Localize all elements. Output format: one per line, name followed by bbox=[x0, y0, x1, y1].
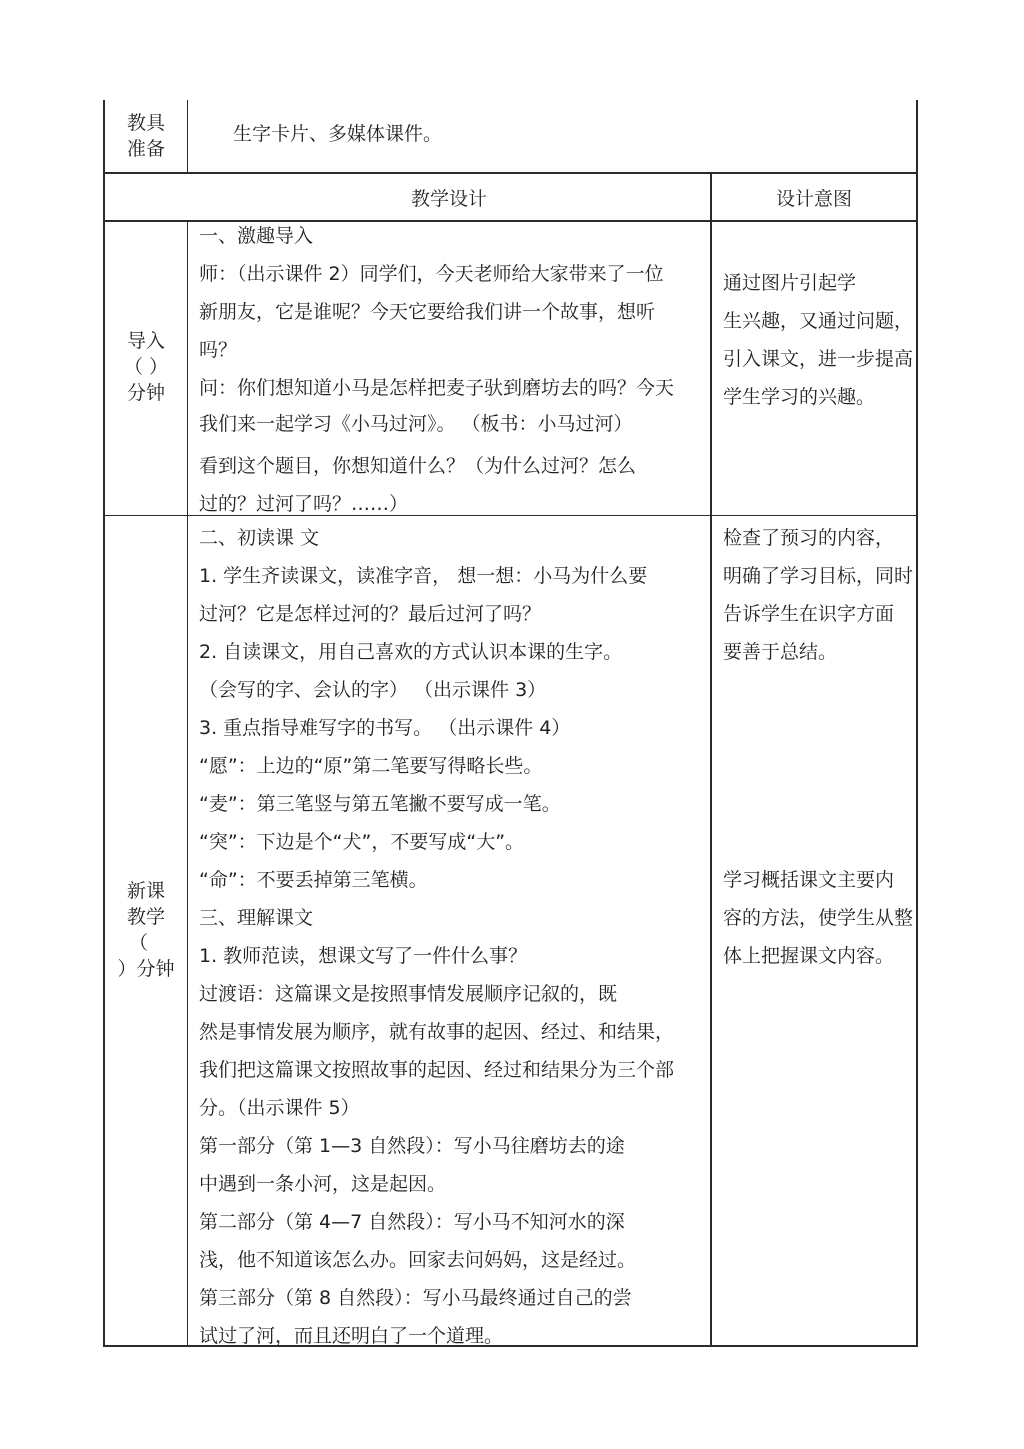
table-border-right bbox=[916, 100, 918, 1346]
newlesson-line: （会写的字、会认的字） （出示课件 3） bbox=[199, 679, 547, 701]
header-intent: 设计意图 bbox=[775, 187, 852, 210]
newlesson-line: 第二部分（第 4—7 自然段）：写小马不知河水的深 bbox=[199, 1211, 625, 1233]
intro-intent bbox=[723, 264, 913, 416]
newlesson-line: 中遇到一条小河，这是起因。 bbox=[199, 1173, 447, 1195]
newlesson-line: 第三部分（第 8 自然段）：写小马最终通过自己的尝 bbox=[199, 1287, 632, 1309]
prep-label bbox=[105, 110, 187, 162]
newlesson-line: “命”：不要丢掉第三笔横。 bbox=[199, 869, 428, 891]
label-column-divider bbox=[187, 100, 188, 172]
intro-line: 新朋友，它是谁呢？今天它要给我们讲一个故事，想听 bbox=[199, 301, 656, 323]
newlesson-line: 第一部分（第 1—3 自然段）：写小马往磨坊去的途 bbox=[199, 1135, 625, 1157]
newlesson-line: 二、初读课 文 bbox=[199, 527, 320, 549]
newlesson-intent-2 bbox=[723, 861, 913, 975]
newlesson-line: “麦”：第三笔竖与第五笔撇不要写成一笔。 bbox=[199, 793, 561, 815]
intro-label-line3: 分钟 bbox=[126, 382, 165, 404]
newlesson-line: 过河？它是怎样过河的？最后过河了吗？ bbox=[199, 603, 542, 625]
intro-line: 我们来一起学习《小马过河》。 （板书：小马过河） bbox=[199, 413, 633, 435]
intro-intent-line: 通过图片引起学 bbox=[723, 272, 857, 294]
newlesson-intent1-line: 告诉学生在识字方面 bbox=[723, 603, 895, 625]
newlesson-line: “突”：下边是个“犬”，不要写成“大”。 bbox=[199, 831, 525, 853]
newlesson-line: 三、理解课文 bbox=[199, 907, 314, 929]
intro-line: 过的？过河了吗？……） bbox=[199, 493, 409, 515]
newlesson-intent2-line: 容的方法，使学生从整 bbox=[723, 907, 914, 929]
intent-column-divider bbox=[710, 172, 712, 1346]
intro-intent-line: 生兴趣，又通过问题， bbox=[723, 310, 914, 332]
newlesson-line: 3. 重点指导难写字的书写。 （出示课件 4） bbox=[199, 717, 571, 739]
table-border-left bbox=[103, 100, 105, 1346]
intro-content bbox=[199, 217, 674, 523]
intro-intent-line: 引入课文，进一步提高 bbox=[723, 348, 914, 370]
newlesson-label-line4: ）分钟 bbox=[117, 958, 175, 980]
label-column-divider-lower bbox=[187, 221, 188, 1346]
newlesson-line: 我们把这篇课文按照故事的起因、经过和结果分为三个部 bbox=[199, 1059, 675, 1081]
prep-label-line1: 教具 bbox=[126, 112, 165, 134]
newlesson-intent1-line: 明确了学习目标，同时 bbox=[723, 565, 914, 587]
intro-label bbox=[105, 328, 187, 406]
newlesson-label-line1: 新课 bbox=[126, 880, 165, 902]
newlesson-intent2-line: 学习概括课文主要内 bbox=[723, 869, 895, 891]
newlesson-line: 1. 学生齐读课文，读准字音， 想一想：小马为什么要 bbox=[199, 565, 648, 587]
intro-line: 一、激趣导入 bbox=[199, 225, 314, 247]
intro-label-line1: 导入 bbox=[126, 330, 165, 352]
newlesson-intent2-line: 体上把握课文内容。 bbox=[723, 945, 895, 967]
newlesson-label-line2: 教学 bbox=[126, 906, 165, 928]
newlesson-line: 过渡语：这篇课文是按照事情发展顺序记叙的，既 bbox=[199, 983, 618, 1005]
newlesson-intent1-line: 要善于总结。 bbox=[723, 641, 838, 663]
prep-content: 生字卡片、多媒体课件。 bbox=[233, 123, 443, 145]
newlesson-line: 1. 教师范读，想课文写了一件什么事？ bbox=[199, 945, 528, 967]
newlesson-label bbox=[105, 878, 187, 982]
header-design: 教学设计 bbox=[410, 187, 487, 210]
newlesson-line: 浅，他不知道该怎么办。回家去问妈妈，这是经过。 bbox=[199, 1249, 637, 1271]
intro-label-line2: （ ） bbox=[123, 356, 169, 378]
prep-label-line2: 准备 bbox=[126, 138, 165, 160]
intro-line: 师：（出示课件 2）同学们，今天老师给大家带来了一位 bbox=[199, 263, 664, 285]
newlesson-line: “愿”：上边的“原”第二笔要写得略长些。 bbox=[199, 755, 543, 777]
newlesson-content bbox=[199, 519, 674, 1355]
newlesson-label-line3: （ bbox=[129, 932, 149, 954]
intro-intent-line: 学生学习的兴趣。 bbox=[723, 386, 876, 408]
newlesson-line: 分。（出示课件 5） bbox=[199, 1097, 360, 1119]
newlesson-intent1-line: 检查了预习的内容， bbox=[723, 527, 895, 549]
newlesson-line: 2. 自读课文，用自己喜欢的方式认识本课的生字。 bbox=[199, 641, 623, 663]
newlesson-line: 然是事情发展为顺序，就有故事的起因、经过、和结果， bbox=[199, 1021, 675, 1043]
newlesson-intent-1 bbox=[723, 519, 913, 671]
intro-line: 看到这个题目，你想知道什么？（为什么过河？怎么 bbox=[199, 455, 637, 477]
intro-line: 问：你们想知道小马是怎样把麦子驮到磨坊去的吗？今天 bbox=[199, 377, 675, 399]
intro-line: 吗？ bbox=[199, 339, 238, 361]
newlesson-line: 试过了河，而且还明白了一个道理。 bbox=[199, 1325, 504, 1347]
